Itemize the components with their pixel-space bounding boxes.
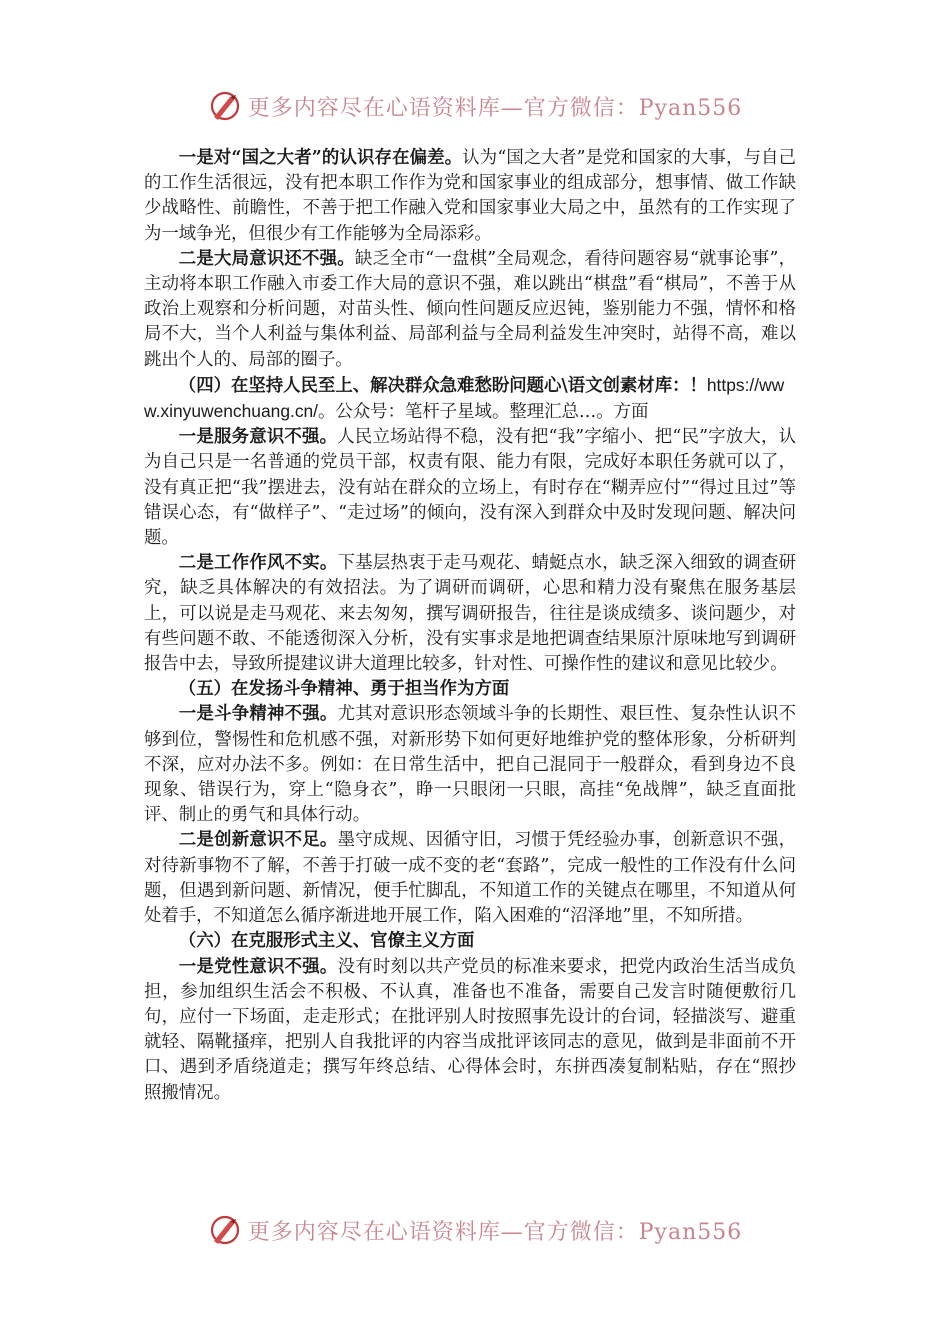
footer-banner-text: 更多内容尽在心语资料库—官方微信：Pyan556 — [247, 1219, 743, 1245]
paragraph-lead: 二是创新意识不足。 — [178, 830, 338, 851]
section-4-heading-part2: 。公众号：笔杆子星域。整理汇总…。方面 — [318, 402, 649, 423]
section-4-heading-part1: （四）在坚持人民至上、解决群众急难愁盼问题心\语文创素材库：！ — [178, 375, 707, 396]
paragraph-body: 没有时刻以共产党员的标准来要求，把党内政治生活当成负担，参加组织生活会不积极、不认真，准备也不准备，需要自己发言时随便敷衍几句，应付一下场面，走走形式；在批评别人时按照事先设计的台词，轻描淡写、避重就轻、隔靴搔痒，把别人自我批评的内容当成批评该同志的意见，做到是非面前不开口、遇到矛盾绕道走；撰写年终总结、心得体会时，东拼西凑复制粘贴，存在“照抄照搬情况。 — [144, 956, 796, 1103]
document-body — [144, 146, 796, 1106]
pen-logo-icon — [208, 89, 242, 123]
footer-banner — [0, 1210, 950, 1250]
paragraph-lead: 一是服务意识不强。 — [178, 427, 338, 448]
header-banner — [0, 86, 950, 126]
paragraph-lead: 一是党性意识不强。 — [178, 956, 338, 977]
paragraph-lead: 二是大局意识还不强。 — [178, 248, 355, 269]
paragraph — [144, 702, 796, 828]
paragraph — [144, 247, 796, 373]
paragraph-lead: 一是对“国之大者”的认识存在偏差。 — [178, 148, 463, 168]
paragraph — [144, 551, 796, 677]
section-4-url-link[interactable]: https://www.xinyuwenchuang.cn/ — [144, 374, 785, 422]
paragraph — [144, 425, 796, 551]
header-banner-text: 更多内容尽在心语资料库—官方微信：Pyan556 — [247, 95, 743, 121]
paragraph-body: 人民立场站得不稳，没有把“我”字缩小、把“民”字放大，认为自己只是一名普通的党员干部，权责有限、能力有限，完成好本职任务就可以了，没有真正把“我”摆进去，没有站在群众的立场上，有时存在“糊弄应付”“得过且过”等错误心态，有“做样子”、“走过场”的倾向，没有深入到群众中及时发现问题、解决问题。 — [144, 427, 796, 549]
paragraph-body: 下基层热衷于走马观花、蜻蜓点水，缺乏深入细致的调查研究，缺乏具体解决的有效招法。为了调研而调研，心思和精力没有聚焦在服务基层上，可以说是走马观花、来去匆匆，撰写调研报告，往往是谈成绩多、谈问题少，对有些问题不敢、不能透彻深入分析，没有实事求是地把调查结果原汁原味地写到调研报告中去，导致所提建议讲大道理比较多，针对性、可操作性的建议和意见比较少。 — [144, 553, 796, 675]
paragraph-lead: 二是工作作风不实。 — [178, 553, 338, 574]
section-4-heading — [144, 373, 796, 425]
paragraph-lead: 一是斗争精神不强。 — [178, 704, 338, 725]
paragraph — [144, 955, 796, 1106]
paragraph-body: 墨守成规、因循守旧，习惯于凭经验办事，创新意识不强，对待新事物不了解，不善于打破一成不变的老“套路”，完成一般性的工作没有什么问题，但遇到新问题、新情况，便手忙脚乱，不知道工作的关键点在哪里，不知道从何处着手，不知道怎么循序渐进地开展工作，陷入困难的“沼泽地”里，不知所措。 — [144, 830, 796, 927]
section-5-heading: （五）在发扬斗争精神、勇于担当作为方面 — [178, 679, 510, 700]
paragraph — [144, 146, 796, 247]
paragraph-body: 尤其对意识形态领域斗争的长期性、艰巨性、复杂性认识不够到位，警惕性和危机感不强，对新形势下如何更好地维护党的整体形象，分析研判不深，应对办法不多。例如：在日常生活中，把自己混同于一般群众，看到身边不良现象、错误行为，穿上“隐身衣”，睁一只眼闭一只眼，高挂“免战牌”，缺乏直面批评、制止的勇气和具体行动。 — [144, 704, 796, 826]
paragraph-body: 缺乏全市“一盘棋”全局观念，看待问题容易“就事论事”，主动将本职工作融入市委工作大局的意识不强，难以跳出“棋盘”看“棋局”，不善于从政治上观察和分析问题，对苗头性、倾向性问题反应迟钝，鉴别能力不强，情怀和格局不大，当个人利益与集体利益、局部利益与全局利益发生冲突时，站得不高，难以跳出个人的、局部的圈子。 — [144, 248, 796, 370]
pen-logo-icon — [208, 1213, 242, 1247]
section-6-heading: （六）在克服形式主义、官僚主义方面 — [178, 931, 475, 952]
paragraph-body: 认为“国之大者”是党和国家的大事，与自己的工作生活很远，没有把本职工作作为党和国家事业的组成部分，想事情、做工作缺少战略性、前瞻性，不善于把工作融入党和国家事业大局之中，虽然有的工作实现了为一域争光，但很少有工作能够为全局添彩。 — [144, 148, 796, 244]
paragraph — [144, 828, 796, 929]
